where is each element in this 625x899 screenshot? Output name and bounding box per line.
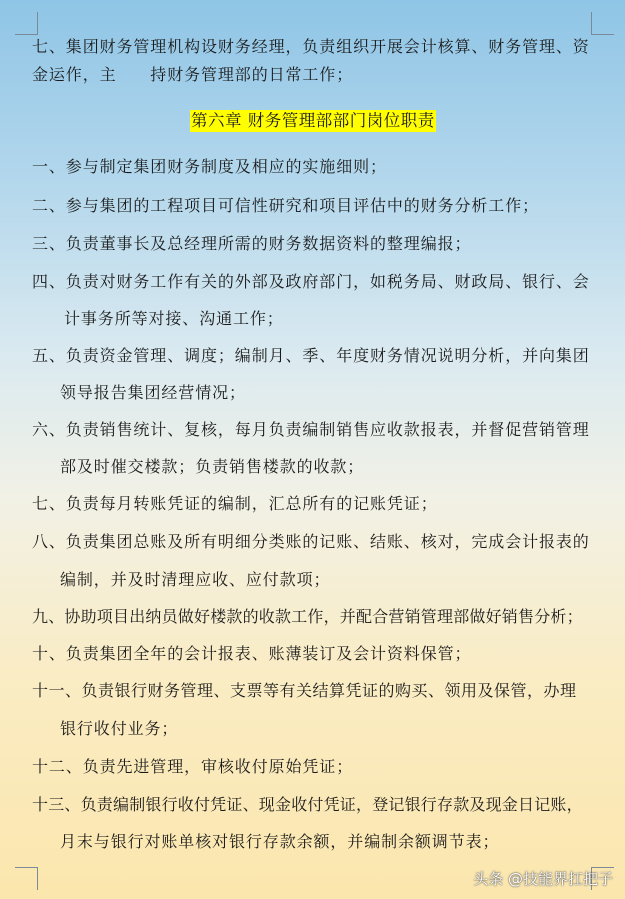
list-item: 七、负责每月转账凭证的编制，汇总所有的记账凭证； bbox=[32, 494, 438, 513]
list-item-continuation: 计事务所等对接、沟通工作； bbox=[64, 309, 284, 328]
list-item: 六、负责销售统计、复核，每月负责编制销售应收款报表，并督促营销管理 bbox=[32, 420, 590, 439]
list-item: 二、参与集团的工程项目可信性研究和项目评估中的财务分析工作； bbox=[32, 196, 540, 215]
list-item: 五、负责资金管理、调度；编制月、季、年度财务情况说明分析，并向集团 bbox=[32, 346, 590, 365]
list-item: 十、负责集团全年的会计报表、账薄装订及会计资料保管； bbox=[32, 644, 472, 663]
list-item: 九、协助项目出纳员做好楼款的收款工作，并配合营销管理部做好销售分析； bbox=[32, 607, 583, 626]
list-item-continuation: 领导报告集团经营情况； bbox=[60, 383, 246, 402]
crop-mark-top-left bbox=[15, 12, 38, 35]
list-item: 四、负责对财务工作有关的外部及政府部门，如税务局、财政局、银行、会 bbox=[32, 272, 590, 291]
list-item: 十三、负责编制银行收付凭证、现金收付凭证，登记银行存款及现金日记账， bbox=[32, 795, 583, 814]
intro-line: 七、集团财务管理机构设财务经理，负责组织开展会计核算、财务管理、资 bbox=[32, 37, 590, 56]
list-item: 三、负责董事长及总经理所需的财务数据资料的整理编报； bbox=[32, 234, 472, 253]
list-item: 一、参与制定集团财务制度及相应的实施细则； bbox=[32, 157, 387, 176]
list-item: 十二、负责先进管理，审核收付原始凭证； bbox=[32, 757, 354, 776]
list-item: 八、负责集团总账及所有明细分类账的记账、结账、核对，完成会计报表的 bbox=[32, 532, 590, 551]
list-item-continuation: 月末与银行对账单核对银行存款余额，并编制余额调节表； bbox=[60, 832, 500, 851]
watermark: 头条 @技能界扛把子 bbox=[473, 870, 613, 888]
list-item-continuation: 编制，并及时清理应收、应付款项； bbox=[60, 570, 331, 589]
list-item-continuation: 银行收付业务； bbox=[60, 719, 179, 738]
intro-line: 金运作，主 持财务管理部的日常工作； bbox=[32, 65, 354, 84]
crop-mark-bottom-left bbox=[15, 867, 38, 890]
list-item-continuation: 部及时催交楼款；负责销售楼款的收款； bbox=[60, 457, 365, 476]
chapter-heading: 第六章 财务管理部部门岗位职责 bbox=[191, 111, 435, 130]
list-item: 十一、负责银行财务管理、支票等有关结算凭证的购买、领用及保管，办理 bbox=[32, 681, 577, 700]
crop-mark-top-right bbox=[591, 12, 614, 35]
